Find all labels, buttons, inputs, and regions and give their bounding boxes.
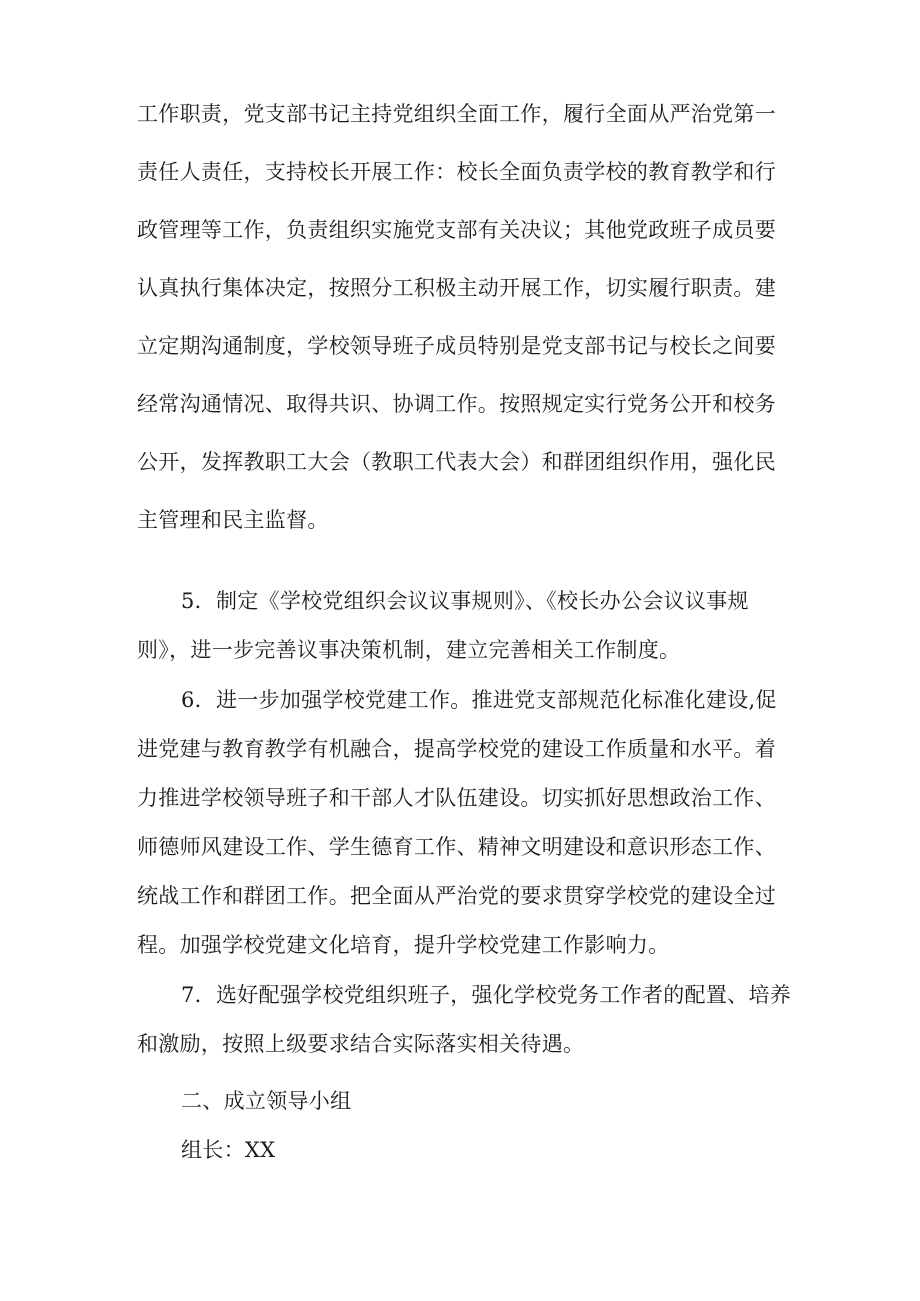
paragraph-4-line-2: 和激励，按照上级要求结合实际落实相关待遇。 [137, 1032, 585, 1056]
paragraph-1-line-5: 立定期沟通制度，学校领导班子成员特别是党支部书记与校长之间要 [137, 334, 776, 358]
paragraph-3-line-6: 程。加强学校党建文化培育，提升学校党建工作影响力。 [137, 933, 670, 957]
paragraph-1-line-4: 认真执行集体决定，按照分工积极主动开展工作，切实履行职责。建 [137, 276, 776, 300]
leader-line: 组长：XX [181, 1138, 276, 1162]
paragraph-2-line-1: 5．制定《学校党组织会议议事规则》、《校长办公会议议事规 [181, 589, 749, 613]
paragraph-1-line-6: 经常沟通情况、取得共识、协调工作。按照规定实行党务公开和校务 [137, 392, 776, 416]
paragraph-1-line-7: 公开，发挥教职工大会（教职工代表大会）和群团组织作用，强化民 [137, 450, 776, 474]
paragraph-3-line-4: 师德师风建设工作、学生德育工作、精神文明建设和意识形态工作、 [137, 835, 776, 859]
paragraph-1-line-1: 工作职责，党支部书记主持党组织全面工作，履行全面从严治党第一 [137, 102, 776, 126]
paragraph-3-line-3: 力推进学校领导班子和干部人才队伍建设。切实抓好思想政治工作、 [137, 786, 776, 810]
paragraph-3-line-5: 统战工作和群团工作。把全面从严治党的要求贯穿学校党的建设全过 [137, 884, 776, 908]
paragraph-1-line-3: 政管理等工作，负责组织实施党支部有关决议；其他党政班子成员要 [137, 218, 776, 242]
paragraph-1-line-8: 主管理和民主监督。 [137, 508, 329, 532]
section-heading: 二、成立领导小组 [181, 1089, 352, 1113]
paragraph-2-line-2: 则》，进一步完善议事决策机制，建立完善相关工作制度。 [137, 638, 681, 662]
paragraph-3-line-1: 6．进一步加强学校党建工作。推进党支部规范化标准化建设,促 [181, 688, 777, 712]
paragraph-1-line-2: 责任人责任，支持校长开展工作：校长全面负责学校的教育教学和行 [137, 160, 776, 184]
paragraph-3-line-2: 进党建与教育教学有机融合，提高学校党的建设工作质量和水平。着 [137, 737, 776, 761]
paragraph-4-line-1: 7．选好配强学校党组织班子，强化学校党务工作者的配置、培养 [181, 983, 792, 1007]
